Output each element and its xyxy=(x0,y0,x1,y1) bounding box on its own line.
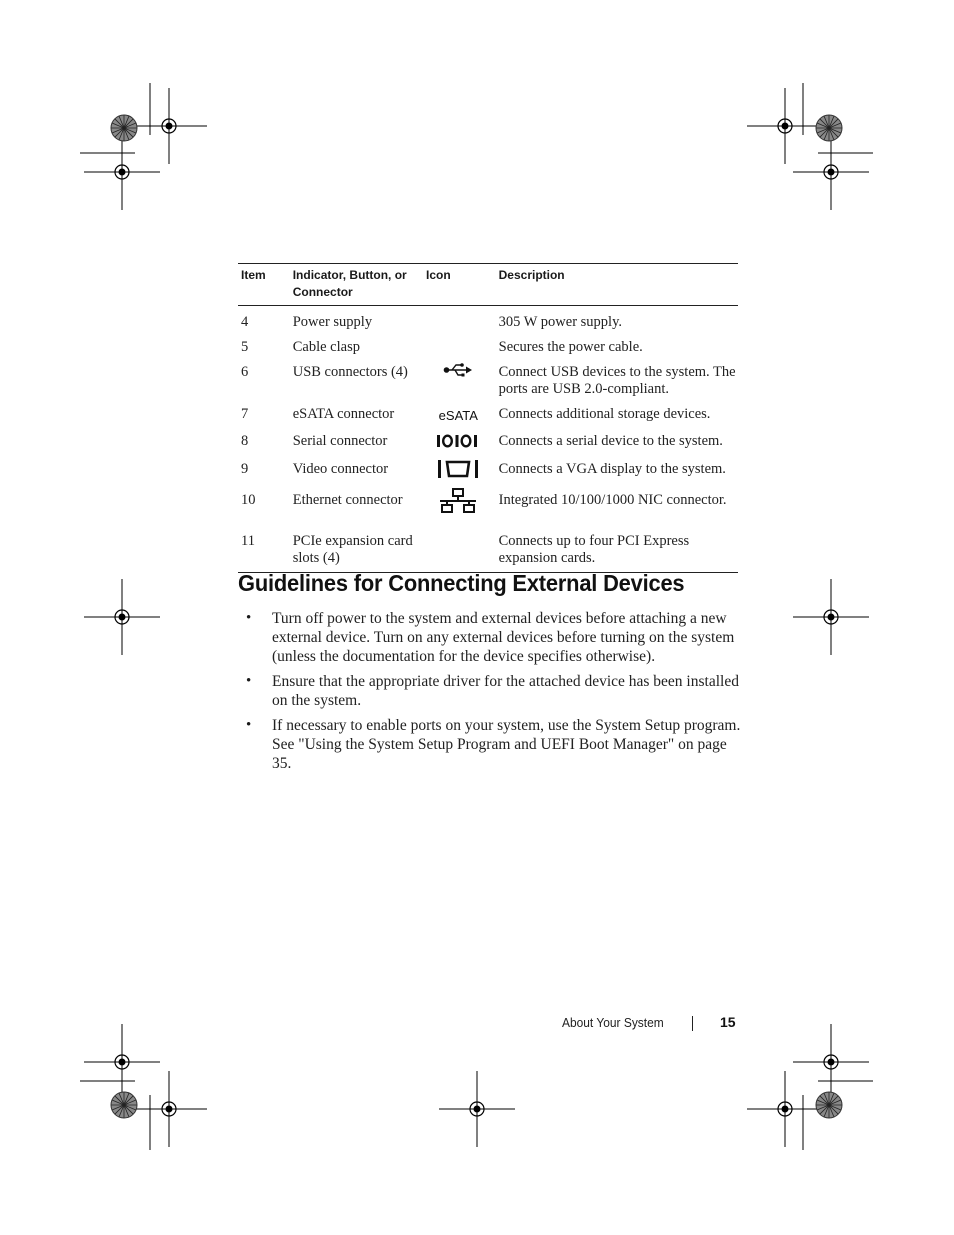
guidelines-list xyxy=(244,609,744,779)
row-description: Connects a serial device to the system. xyxy=(498,433,723,449)
row-name: Video connector xyxy=(292,461,389,477)
header-icon: Icon xyxy=(426,264,499,306)
table-row xyxy=(238,453,738,484)
table-row xyxy=(238,484,738,519)
row-item: 7 xyxy=(241,406,249,422)
row-item: 10 xyxy=(241,492,256,508)
header-indicator xyxy=(293,264,426,306)
footer-divider xyxy=(692,1016,693,1031)
header-description: Description xyxy=(499,264,738,306)
row-item: 8 xyxy=(241,433,249,449)
table-row xyxy=(238,331,738,356)
bullet-text: If necessary to enable ports on your system, use the System Setup program. See "Using the System Setup Program and UEFI Boot Manager" on page 35. xyxy=(272,717,741,772)
row-item: 9 xyxy=(241,461,249,477)
row-description: Secures the power cable. xyxy=(498,339,643,355)
serial-icon xyxy=(436,434,480,453)
ethernet-icon xyxy=(436,488,480,519)
row-name: Cable clasp xyxy=(292,339,360,355)
row-description: 305 W power supply. xyxy=(498,314,623,330)
header-indicator-line2: Connector xyxy=(292,285,353,299)
bullet-dot: • xyxy=(246,717,252,733)
connector-table xyxy=(238,263,738,573)
row-name: Power supply xyxy=(292,314,373,330)
row-name: eSATA connector xyxy=(292,406,395,422)
row-item: 4 xyxy=(241,314,249,330)
row-item: 5 xyxy=(241,339,249,355)
row-name: USB connectors (4) xyxy=(292,364,408,380)
row-description: Connects up to four PCI Express expansion cards. xyxy=(499,519,738,573)
table-row xyxy=(238,306,738,332)
row-icon xyxy=(426,306,499,332)
row-description: Connect USB devices to the system. The ports are USB 2.0-compliant. xyxy=(498,364,736,397)
header-item: Item xyxy=(238,264,293,306)
esata-icon: eSATA xyxy=(438,408,478,423)
usb-icon xyxy=(436,362,480,383)
list-item xyxy=(244,716,744,773)
table-row xyxy=(238,425,738,453)
row-item: 11 xyxy=(238,519,293,573)
row-description: Integrated 10/100/1000 NIC connector. xyxy=(498,492,727,508)
table-header-row xyxy=(238,264,738,306)
row-icon xyxy=(426,484,499,519)
row-icon xyxy=(426,331,499,356)
list-item xyxy=(244,672,744,710)
table-row xyxy=(238,356,738,398)
row-icon xyxy=(426,425,499,453)
bullet-text: Turn off power to the system and external devices before attaching a new external device. Turn on any external devices before turning on the system (unless the documentation for the device specifies otherwise). xyxy=(272,610,735,665)
bullet-dot: • xyxy=(246,673,252,689)
footer-section-label: About Your System xyxy=(562,1015,664,1030)
row-icon xyxy=(426,453,499,484)
row-icon xyxy=(426,398,499,425)
table-row xyxy=(238,398,738,425)
video-icon xyxy=(436,459,480,484)
bullet-text: Ensure that the appropriate driver for the attached device has been installed on the system. xyxy=(272,673,739,709)
row-icon xyxy=(426,519,499,573)
row-icon xyxy=(426,356,499,398)
table-row xyxy=(238,519,738,573)
bullet-dot: • xyxy=(246,610,252,626)
row-name: Ethernet connector xyxy=(292,492,403,508)
header-indicator-line1: Indicator, Button, or xyxy=(292,268,407,282)
row-item: 6 xyxy=(241,364,249,380)
row-description: Connects a VGA display to the system. xyxy=(498,461,726,477)
section-title: Guidelines for Connecting External Devices xyxy=(238,570,685,596)
row-name: Serial connector xyxy=(292,433,388,449)
row-name: PCIe expansion card slots (4) xyxy=(293,519,426,573)
row-description: Connects additional storage devices. xyxy=(498,406,711,422)
page-number: 15 xyxy=(720,1014,736,1030)
list-item xyxy=(244,609,744,666)
